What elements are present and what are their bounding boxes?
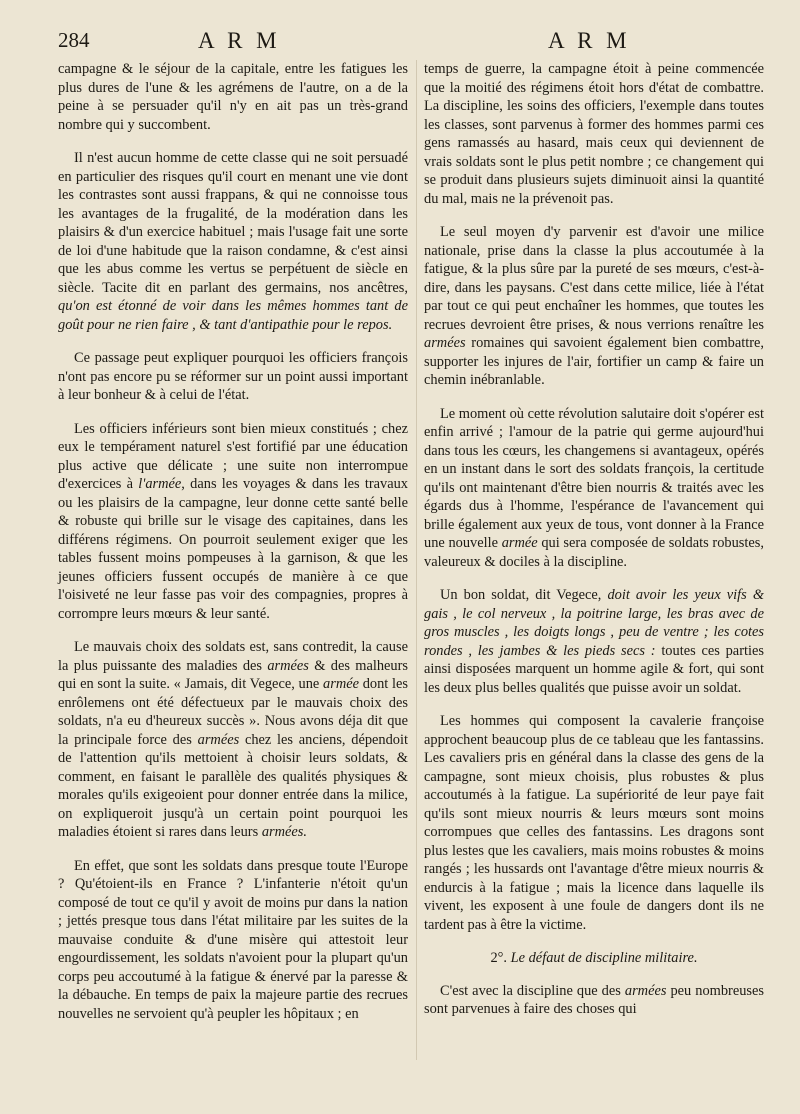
left-column xyxy=(58,60,408,1038)
keyword-armees: armées xyxy=(624,982,667,999)
paragraph: Ce passage peut expliquer pourquoi les officiers françois n'ont pas encore pu se réformer sur un point aussi important à leur bonheur & à celui de l'état. xyxy=(58,350,408,403)
keyword-armees: armées. xyxy=(261,824,307,840)
paragraph: campagne & le séjour de la capitale, entre les fatigues les plus dures de l'une & les agrémens de l'autre, on a de la peine à se persuader qu'il n'y en ait pas un très-grand nombre qui y succombent. xyxy=(58,61,408,133)
keyword-armees: armées xyxy=(267,657,309,674)
text-run: dont les enrôlemens ont été défectueux par le mauvais choix des soldats, n'a eu d'heureux succès ». Nous avons déja dit que la principale force des xyxy=(58,676,408,748)
keyword-armee: armée xyxy=(501,535,538,551)
text-run: chez les anciens, dépendoit de l'attention qu'ils mettoient à choisir leurs soldats, & comment, en faisant le parallèle des qualités physiques & morales qu'ils exigeoient pour donner entrée dans la milice, on expliqueroit jusqu'à un certain point pourquoi les maladies étoient si rares dans leurs xyxy=(58,731,409,840)
section-title: Le défaut de discipline militaire. xyxy=(510,950,698,966)
text-run: qui sera composée de soldats robustes, valeureux & dociles à la discipline. xyxy=(424,535,764,570)
text-run: C'est avec la discipline que des xyxy=(440,982,621,999)
paragraph xyxy=(424,982,764,1019)
text-run: & des malheurs qui en sont la suite. « Jamais, dit Vegece, une xyxy=(58,657,409,692)
paragraph xyxy=(424,586,764,697)
keyword-armee: armée xyxy=(323,676,359,692)
paragraph xyxy=(424,223,764,390)
column-divider xyxy=(416,60,417,1060)
text-run: Un bon soldat, dit Vegece, xyxy=(440,587,602,603)
paragraph xyxy=(58,149,408,334)
running-headword-left: A R M xyxy=(198,28,281,53)
paragraph: En effet, que sont les soldats dans presque toute l'Europe ? Qu'étoient-ils en France ? L'infanterie n'étoit qu'un composé de tout ce qu'il y avoit de moins pur dans la nation ; jettés presque tous dans l'état militaire par les suites de la mauvaise conduite & d'une misère qui attestoit leur engourdissement, les soldats n'avoient pour la plupart qu'un corps peu accoutumé à la fatigue & énervé par la paresse & la débauche. En temps de paix la majeure partie des recrues nouvelles ne servoient qu'à peupler les hôpitaux ; en xyxy=(58,857,408,1022)
paragraph xyxy=(58,638,408,842)
text-run: Le mauvais choix des soldats est, sans contredit, la cause la plus puissante des maladies des xyxy=(58,639,408,674)
text-run: Le moment où cette révolution salutaire doit s'opérer est enfin arrivé ; l'amour de la patrie qui germe aujourd'hui dans tous les cœurs, les changemens si avantageux, opérés en un instant dans le sort des soldats françois, la certitude qu'ils ont maintenant d'être bien nourris & traités avec les égards dus à l'homme, l'espérance de l'avancement qui brille également aux yeux de tous, vont donner à la France une nouvelle xyxy=(424,405,764,551)
page-header xyxy=(0,22,800,56)
section-heading xyxy=(424,949,764,968)
text-run: toutes ces parties ainsi disposées marquent un homme agile & fort, qui sont les deux plus belles qualités que puisse avoir un soldat. xyxy=(424,642,764,696)
text-run: Le seul moyen d'y parvenir est d'avoir une milice nationale, prise dans la classe la plus accoutumée à la fatigue, & la plus sûre par la pureté de ses mœurs, c'est-à-dire, dans les paysans. C'est dans cette milice, liée à l'état par tout ce qui peut enchaîner les hommes, que toutes les recrues devroient être prises, & nous verrions renaître les xyxy=(424,224,764,333)
text-run: Il n'est aucun homme de cette classe qui ne soit persuadé en particulier des risques qu'il court en menant une vie dont les contrastes sont aussi frappans, & qui ne connoisse tous les avantages de la frugalité, de la modération dans les plaisirs & d'un exercice habituel ; mais l'usage fait une sorte de loi d'une habitude que la raison condamne, & c'est ainsi que les abus comme les vertus se perpétuent de siècle en siècle. Tacite dit en parlant des germains, nos ancêtres, xyxy=(58,150,408,296)
text-run: , dans les voyages & dans les travaux ou les plaisirs de la campagne, leur donne cette santé belle & robuste qui brille sur le visage des capitaines, dans les différens régimens. On pourroit seulement exiger que les tables fussent moins pompeuses à la garnison, & que les jeunes officiers fussent occupés de manière à ce que l'oisiveté ne leur fasse pas voir des compagnies, propres à corrompre leurs mœurs & leur santé. xyxy=(58,476,408,622)
keyword-armees: armées xyxy=(197,731,240,748)
text-run: romaines qui savoient également bien combattre, supporter les injures de l'air, fortifier un camp & faire un chemin inébranlable. xyxy=(424,335,764,388)
italic-quote: qu'on est étonné de voir dans les mêmes hommes tant de goût pour ne rien faire , & tant d'antipathie pour le repos. xyxy=(58,298,408,333)
keyword-armees: armées xyxy=(424,335,466,351)
text-run: Les officiers inférieurs sont bien mieux constitués ; chez eux le tempérament naturel s'est fortifié par une éducation plus active que délicate ; une suite non interrompue d'exercices à xyxy=(58,420,408,492)
paragraph: temps de guerre, la campagne étoit à peine commencée que la moitié des régimens étoit hors d'état de combattre. La discipline, les soins des officiers, l'exemple dans toutes les classes, sont parvenus à former des hommes parmi ces gens ramassés au hasard, mais ceux qui deviennent de vrais soldats sont le plus petit nombre ; ce changement qui se produit dans plusieurs sujets diminuoit ainsi la quantité du mal, mais ne la prévenoit pas. xyxy=(424,61,764,207)
italic-quote: doit avoir les yeux vifs & gais , le col nerveux , la poitrine large, les bras avec de gros muscles , les doigts longs , peu de ventre ; les cotes rondes , les jambes & les pieds secs : xyxy=(424,587,765,659)
section-number: 2°. xyxy=(490,950,508,966)
text-run: peu nombreuses sont parvenues à faire des choses qui xyxy=(424,982,764,1017)
paragraph xyxy=(58,420,408,624)
right-column xyxy=(424,60,764,1034)
keyword-armee: l'armée xyxy=(138,476,182,492)
paragraph: Les hommes qui composent la cavalerie françoise approchent beaucoup plus de ce tableau que les fantassins. Les cavaliers pris en général dans la classe des gens de la campagne, sont mieux choisis, plus robustes & plus accoutumés à la fatigue. La supériorité de leur paye fait qu'ils sont mieux nourris & leurs mœurs sont moins corrompues que celles des fantassins. Les dragons sont plus lestes que les cavaliers, mais moins robustes & moins rangés ; les hussards ont l'avantage d'être mieux nourris & endurcis à la fatigue ; mais la licence dans laquelle ils vivent, les exposent à une foule de dangers dont ils ne tardent pas à être la victime. xyxy=(424,713,764,933)
page-number: 284 xyxy=(58,28,90,52)
running-headword-right: A R M xyxy=(548,28,631,53)
paragraph xyxy=(424,405,764,572)
